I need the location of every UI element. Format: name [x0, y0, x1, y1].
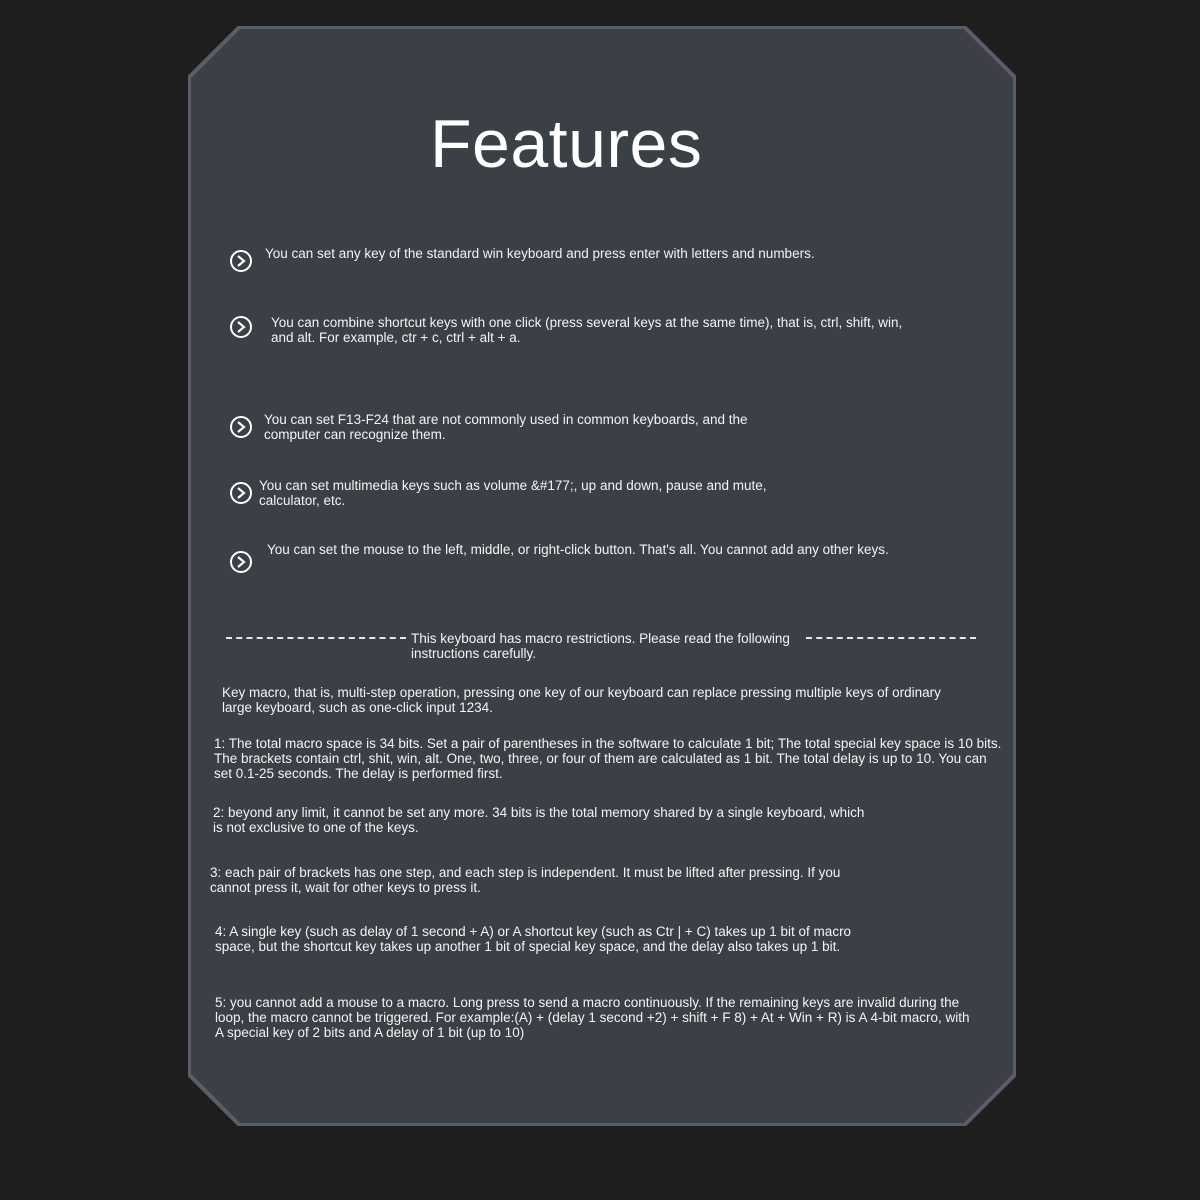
chevron-right-icon [230, 482, 252, 504]
feature-text: You can set the mouse to the left, middle, or right-click button. That's all. You cannot add any other keys. [267, 542, 889, 557]
feature-text: You can set F13-F24 that are not commonly used in common keyboards, and the computer can recognize them. [264, 412, 748, 442]
chevron-right-icon [230, 250, 252, 272]
chevron-right-icon [230, 416, 252, 438]
macro-intro: Key macro, that is, multi-step operation, pressing one key of our keyboard can replace pressing multiple keys of ordinary large keyboard, such as one-click input 1234. [222, 685, 941, 715]
chevron-right-icon [230, 551, 252, 573]
rule-4: 4: A single key (such as delay of 1 second + A) or A shortcut key (such as Ctr | + C) takes up 1 bit of macro space, but the shortcut key takes up another 1 bit of special key space, and the delay also takes up 1 bit. [215, 924, 852, 954]
divider-right [806, 637, 976, 639]
feature-text: You can combine shortcut keys with one click (press several keys at the same time), that is, ctrl, shift, win, and alt. For example, ctr + c, ctrl + alt + a. [271, 315, 903, 345]
divider-left [226, 637, 406, 639]
features-panel [191, 29, 1013, 1123]
rule-5: 5: you cannot add a mouse to a macro. Long press to send a macro continuously. If the remaining keys are invalid during the loop, the macro cannot be triggered. For example:(A) + (delay 1 second +2) + shift + F 8) + At + Win + R) is A 4-bit macro, with A special key of 2 bits and A delay of 1 bit (up to 10) [215, 995, 970, 1040]
macro-notice: This keyboard has macro restrictions. Please read the following instructions carefully. [411, 631, 790, 661]
feature-text: You can set any key of the standard win keyboard and press enter with letters and numbers. [265, 246, 815, 261]
rule-1: 1: The total macro space is 34 bits. Set a pair of parentheses in the software to calculate 1 bit; The total special key space is 10 bits. The brackets contain ctrl, shit, win, alt. One, two, three, or four of them are calculated as 1 bit. The total delay is up to 10. You can set 0.1-25 seconds. The delay is performed first. [214, 736, 1002, 781]
feature-text: You can set multimedia keys such as volume &#177;, up and down, pause and mute, calculator, etc. [259, 478, 767, 508]
page-title: Features [430, 106, 703, 182]
rule-3: 3: each pair of brackets has one step, and each step is independent. It must be lifted after pressing. If you cannot press it, wait for other keys to press it. [210, 865, 841, 895]
chevron-right-icon [230, 316, 252, 338]
rule-2: 2: beyond any limit, it cannot be set any more. 34 bits is the total memory shared by a single keyboard, which is not exclusive to one of the keys. [213, 805, 865, 835]
